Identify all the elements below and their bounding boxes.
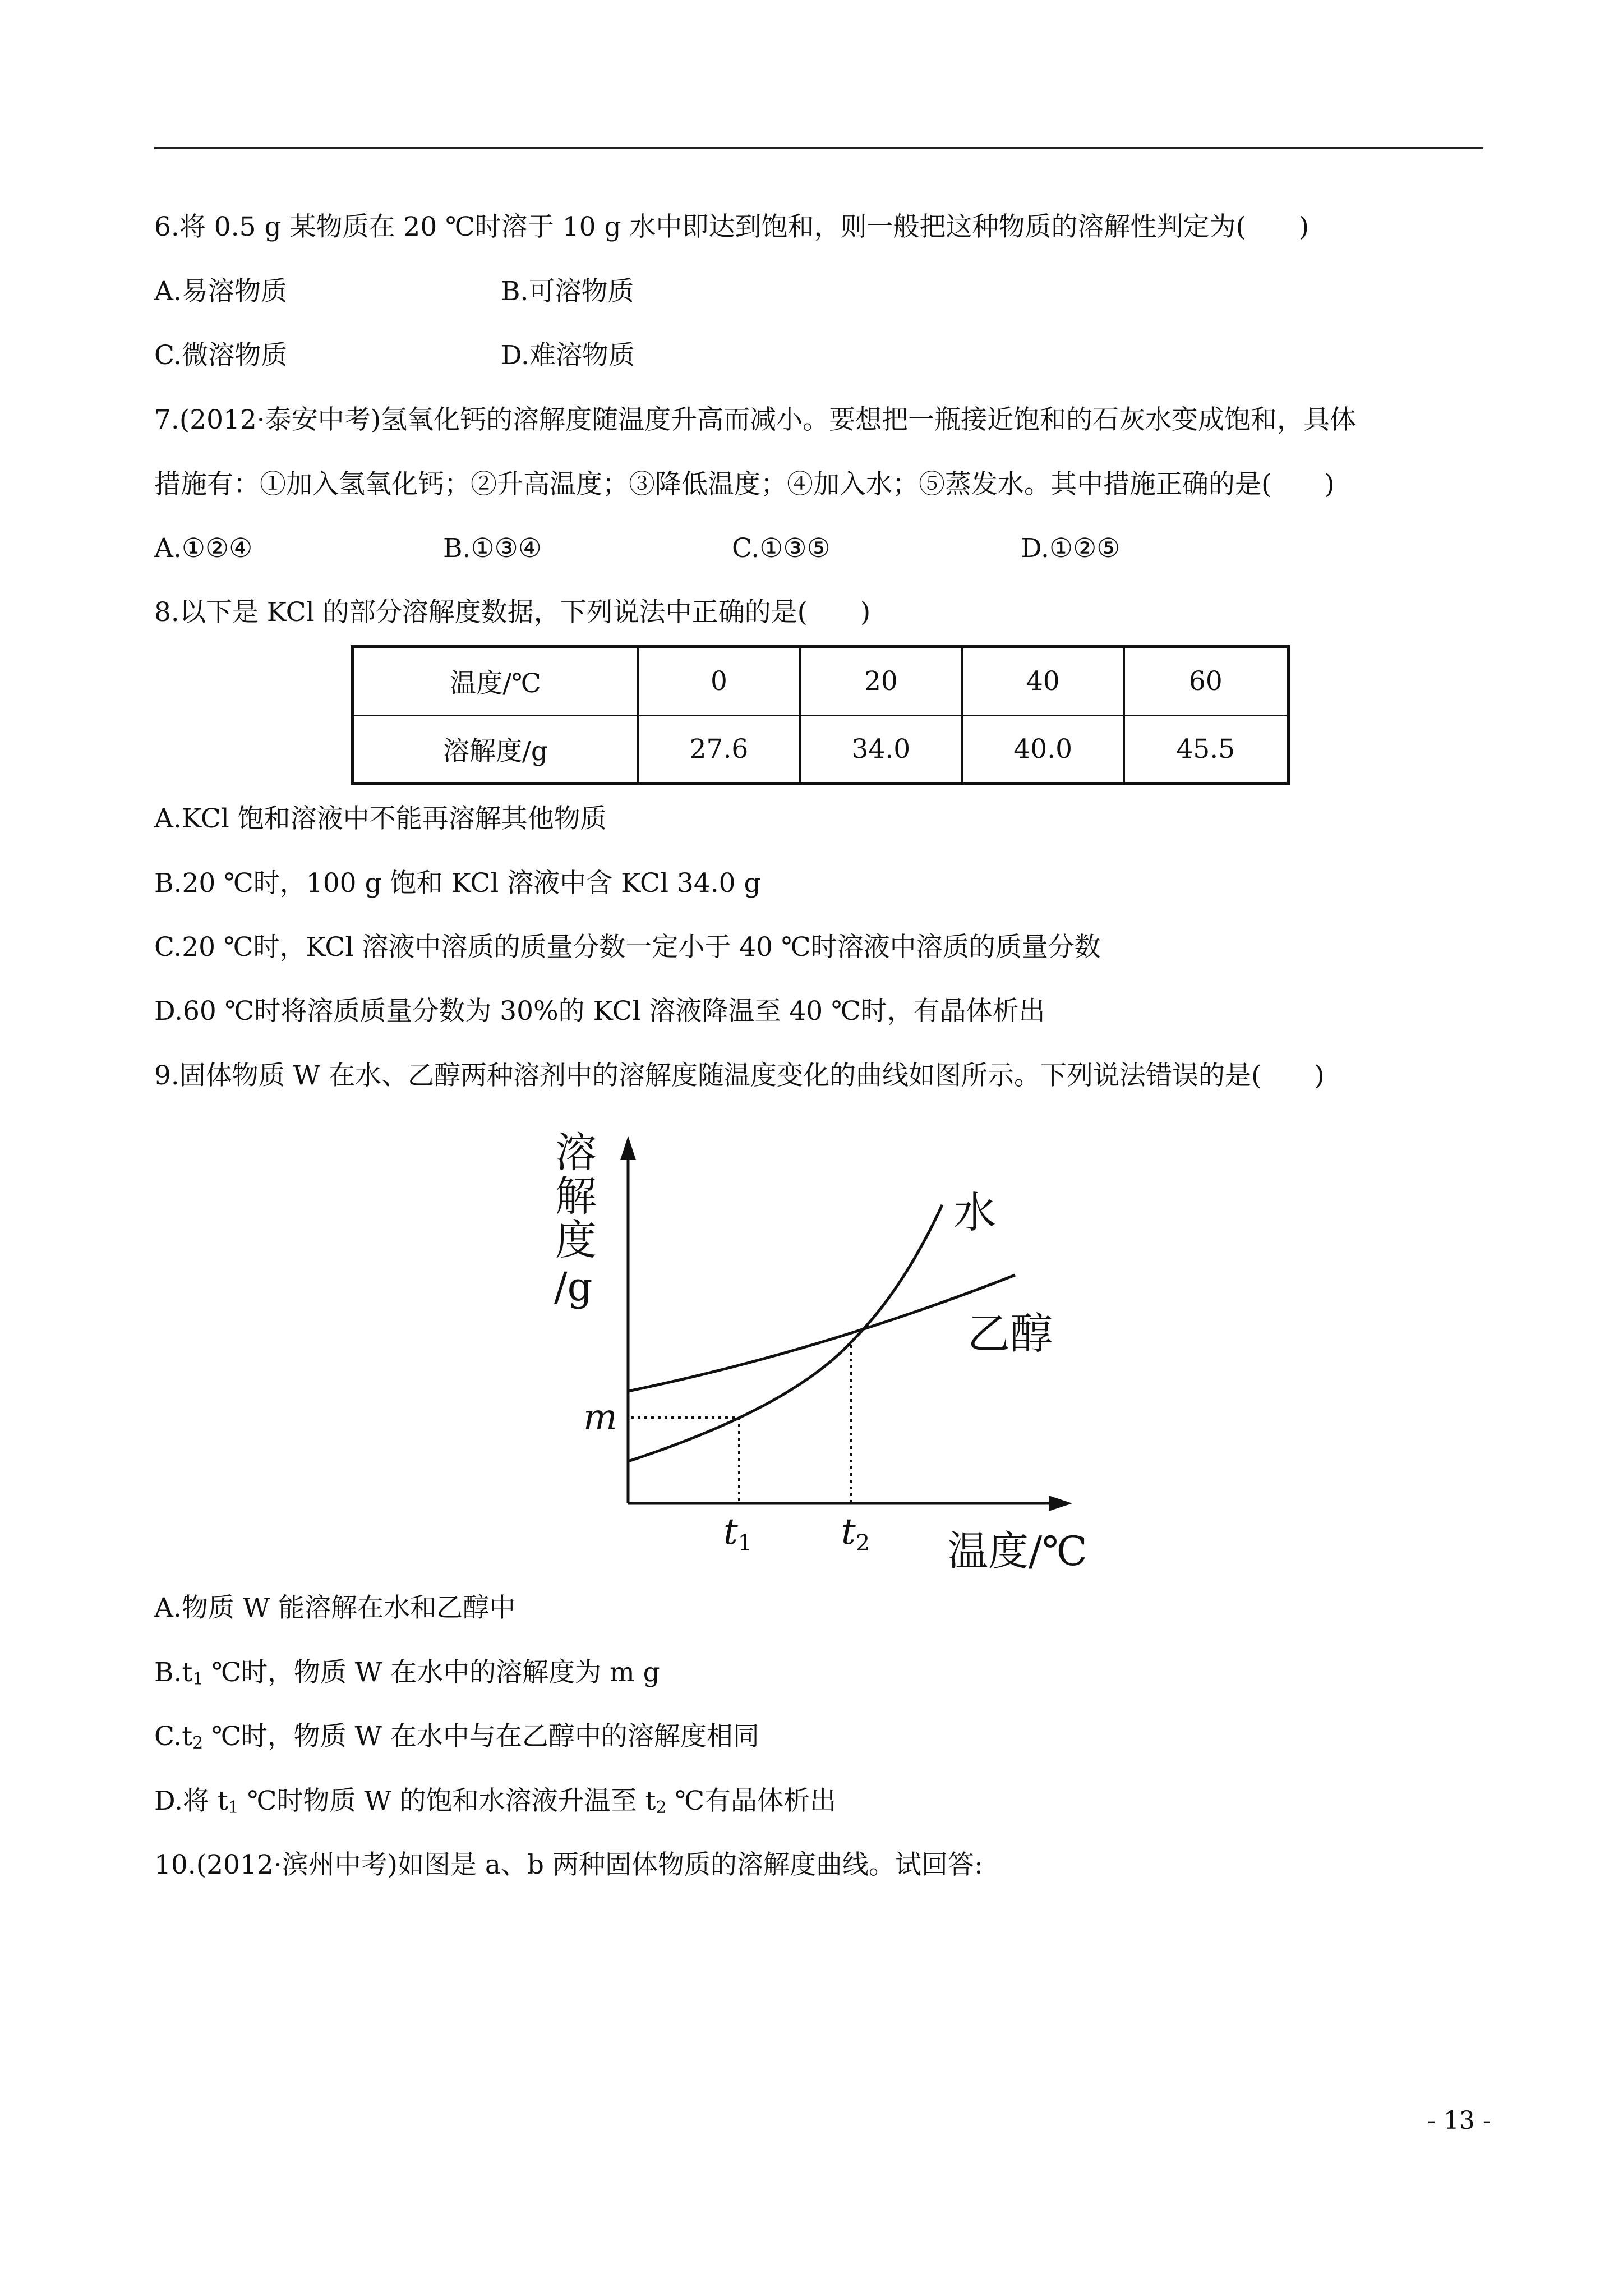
q7-option-a: A.①②④ (154, 533, 253, 564)
q9-stem: 9.固体物质 W 在水、乙醇两种溶剂中的溶解度随温度变化的曲线如图所示。下列说法错误的是( ) (154, 1060, 1325, 1091)
q8-stem: 8.以下是 KCl 的部分溶解度数据，下列说法中正确的是( ) (154, 597, 871, 628)
x-axis-arrow (1049, 1496, 1072, 1511)
q7-option-c: C.①③⑤ (732, 533, 831, 564)
table-cell: 温度/℃ (352, 647, 638, 715)
y-label-char: 溶 (555, 1129, 597, 1177)
q8-option-b: B.20 ℃时，100 g 饱和 KCl 溶液中含 KCl 34.0 g (154, 868, 761, 899)
q9-option-a: A.物质 W 能溶解在水和乙醇中 (154, 1593, 516, 1623)
table-cell: 34.0 (800, 715, 962, 784)
table-cell: 40 (962, 647, 1124, 715)
q6-option-c: C.微溶物质 (154, 340, 288, 371)
water-label: 水 (953, 1188, 996, 1237)
y-label-char: 解 (555, 1172, 597, 1221)
q8-option-d: D.60 ℃时将溶质质量分数为 30%的 KCl 溶液降温至 40 ℃时，有晶体析出 (154, 996, 1045, 1027)
page-number: - 13 - (1427, 2106, 1491, 2135)
q7-stem-line1: 7.(2012·泰安中考)氢氧化钙的溶解度随温度升高而减小。要想把一瓶接近饱和的石灰水变成饱和，具体 (154, 404, 1357, 435)
q6-option-a: A.易溶物质 (154, 276, 287, 307)
table-cell: 27.6 (638, 715, 800, 784)
ethanol-label: 乙醇 (967, 1309, 1053, 1359)
q9-option-c: $C.t_2$ ℃时，物质 W 在水中与在乙醇中的溶解度相同 (154, 1721, 759, 1753)
table-cell: 40.0 (962, 715, 1124, 784)
m-label: m (583, 1397, 617, 1438)
q6-option-b: B.可溶物质 (501, 276, 634, 307)
q7-option-d: D.①②⑤ (1021, 533, 1121, 564)
table-cell: 20 (800, 647, 962, 715)
table-cell: 0 (638, 647, 800, 715)
q7-option-b: B.①③④ (443, 533, 542, 564)
water-curve (628, 1205, 942, 1461)
y-axis-arrow (620, 1136, 636, 1160)
q9-option-d: D.将 $t_1$ ℃时物质 W 的饱和水溶液升温至 $t_2$ ℃有晶体析出 (154, 1786, 837, 1818)
q6-stem: 6.将 0.5 g 某物质在 20 ℃时溶于 10 g 水中即达到饱和，则一般把这种物质的溶解性判定为( ) (154, 211, 1310, 242)
table-cell: 60 (1124, 647, 1288, 715)
ethanol-curve (628, 1275, 1015, 1391)
table-cell: 溶解度/g (352, 715, 638, 784)
q9-option-b: $B.t_1$ ℃时，物质 W 在水中的溶解度为 m g (154, 1657, 660, 1689)
q8-option-c: C.20 ℃时，KCl 溶液中溶质的质量分数一定小于 40 ℃时溶液中溶质的质量分数 (154, 932, 1101, 963)
q7-stem-line2: 措施有：①加入氢氧化钙；②升高温度；③降低温度；④加入水；⑤蒸发水。其中措施正确的是( ) (154, 469, 1335, 500)
q8-option-a: A.KCl 饱和溶液中不能再溶解其他物质 (154, 803, 607, 834)
y-label-char: /g (554, 1264, 593, 1310)
q6-option-d: D.难溶物质 (501, 340, 635, 371)
t2-label: t2 (841, 1511, 870, 1556)
q10-stem: 10.(2012·滨州中考)如图是 a、b 两种固体物质的溶解度曲线。试回答: (154, 1849, 983, 1880)
y-label-char: 度 (555, 1216, 597, 1264)
x-label: 温度/℃ (948, 1527, 1087, 1575)
t1-label: t1 (723, 1511, 753, 1556)
table-cell: 45.5 (1124, 715, 1288, 784)
